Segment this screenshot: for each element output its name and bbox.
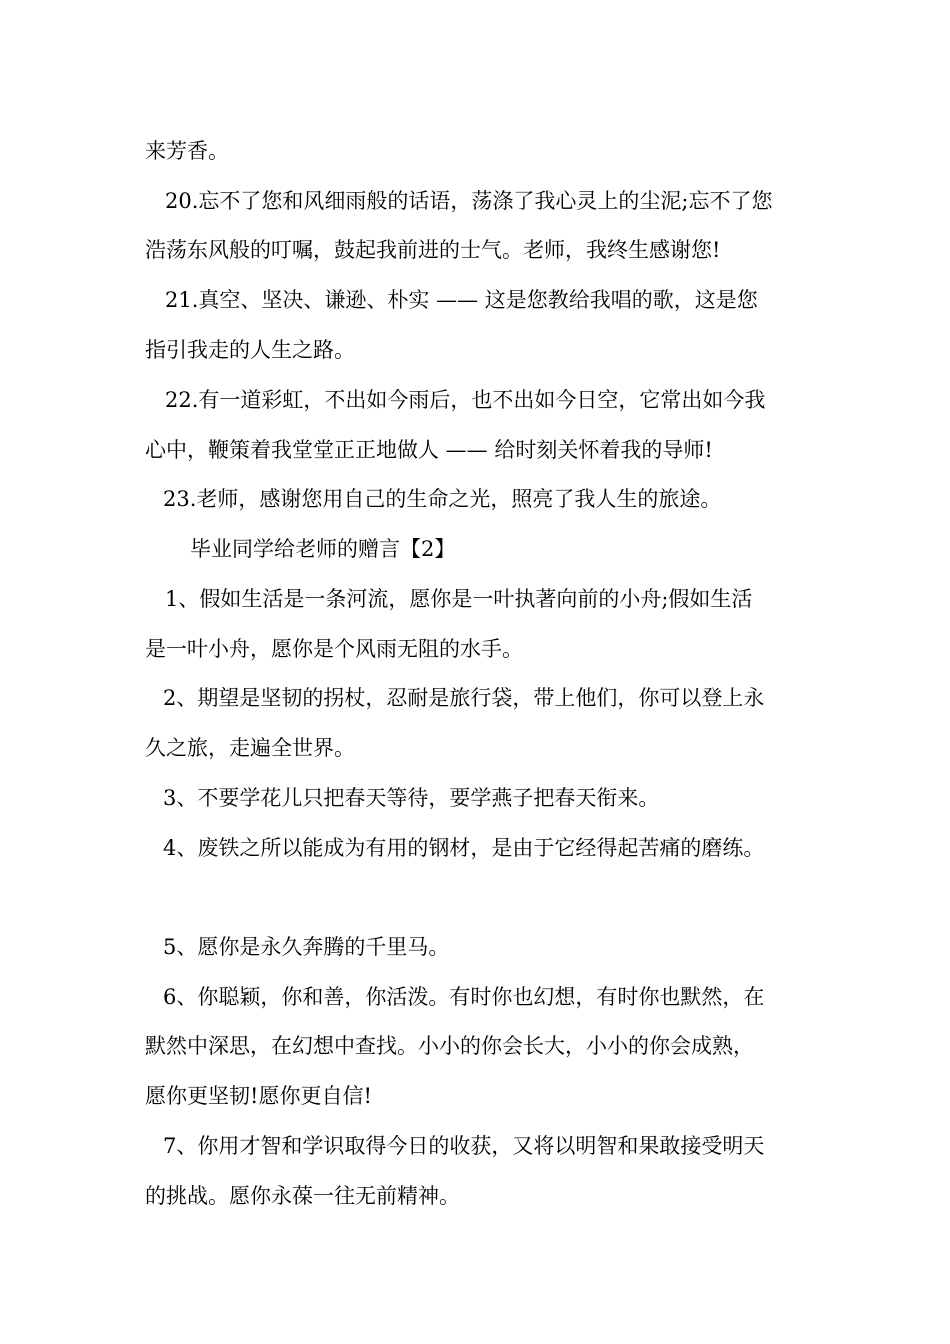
text-line: 默然中深思，在幻想中查找。小小的你会长大，小小的你会成熟， [145,1034,754,1058]
text-line: 23.老师，感谢您用自己的生命之光，照亮了我人生的旅途。 [163,487,722,511]
text-line: 1、假如生活是一条河流，愿你是一叶执著向前的小舟;假如生活 [165,587,753,611]
text-line: 浩荡东风般的叮嘱，鼓起我前进的士气。老师，我终生感谢您! [145,238,721,262]
text-line: 的挑战。愿你永葆一往无前精神。 [145,1184,460,1208]
section-heading: 毕业同学给老师的赠言【2】 [190,537,456,561]
text-line: 22.有一道彩虹，不出如今雨后，也不出如今日空，它常出如今我 [165,388,766,412]
text-line: 4、废铁之所以能成为有用的钢材，是由于它经得起苦痛的磨练。 [163,836,765,860]
text-line: 21.真空、坚决、谦逊、朴实 —— 这是您教给我唱的歌，这是您 [165,288,758,312]
text-line: 愿你更坚韧!愿你更自信! [145,1084,372,1108]
text-line: 2、期望是坚韧的拐杖，忍耐是旅行袋，带上他们，你可以登上永 [163,686,765,710]
text-line: 5、愿你是永久奔腾的千里马。 [163,935,450,959]
text-line: 7、你用才智和学识取得今日的收获，又将以明智和果敢接受明天 [163,1134,765,1158]
text-line: 久之旅，走遍全世界。 [145,736,355,760]
text-line: 来芳香。 [145,139,229,163]
text-line: 20.忘不了您和风细雨般的话语，荡涤了我心灵上的尘泥;忘不了您 [165,189,773,213]
text-line: 是一叶小舟，愿你是个风雨无阻的水手。 [145,637,523,661]
text-line: 3、不要学花儿只把春天等待，要学燕子把春天衔来。 [163,786,660,810]
text-line: 心中，鞭策着我堂堂正正地做人 —— 给时刻关怀着我的导师! [145,438,713,462]
text-line: 6、你聪颖，你和善，你活泼。有时你也幻想，有时你也默然，在 [163,985,765,1009]
text-line: 指引我走的人生之路。 [145,338,355,362]
